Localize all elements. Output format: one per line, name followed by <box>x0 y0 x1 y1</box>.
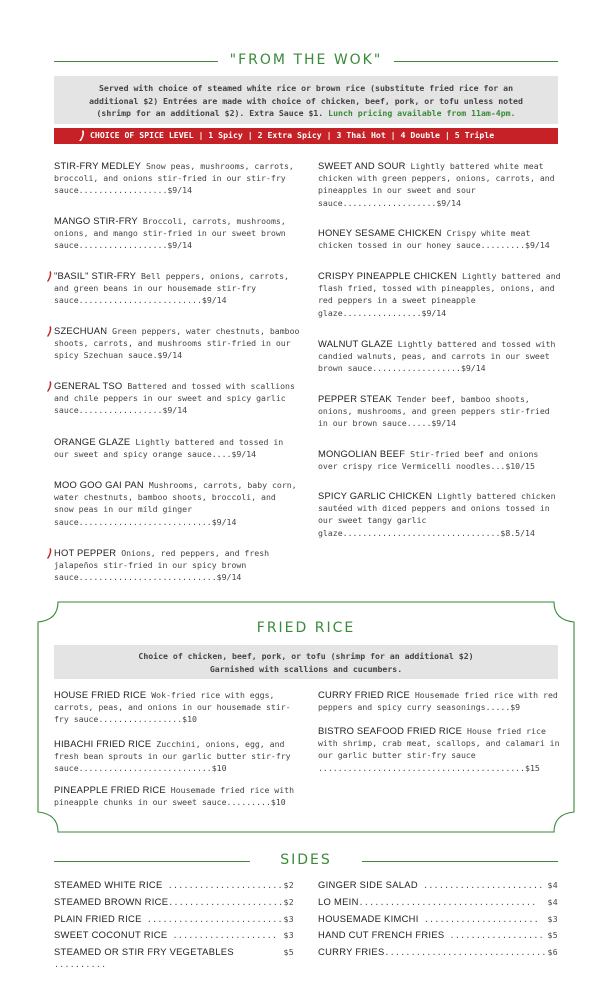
fried-rice-note <box>54 645 558 679</box>
menu-item <box>54 479 300 528</box>
chile-pepper-icon <box>46 326 52 337</box>
side-item-name: HAND CUT FRENCH FRIES <box>318 929 445 941</box>
side-item <box>318 946 558 958</box>
menu-item-price: $9/14 <box>201 295 227 306</box>
menu-item <box>318 448 562 472</box>
fried-rice-title: FRIED RICE <box>256 620 356 636</box>
chile-pepper-icon <box>46 271 52 282</box>
menu-item-price: $9/14 <box>460 363 486 374</box>
menu-item-description: Tender beef, bamboo shoots, onions, mushrooms, and green peppers stir-fried in our brown sauce..... <box>318 394 550 429</box>
fried-rice-note-line2: Garnished with scallions and cucumbers. <box>209 663 403 674</box>
side-item <box>54 879 294 891</box>
menu-item-name: STIR-FRY MEDLEY <box>54 160 142 171</box>
side-item-price: $5 <box>547 930 558 941</box>
menu-item-price: $9/14 <box>231 449 257 460</box>
menu-item <box>54 738 300 775</box>
side-item-name: PLAIN FRIED RICE <box>54 912 142 924</box>
menu-item-price: $10/15 <box>505 461 535 472</box>
spice-level-bar <box>54 128 558 144</box>
side-item-name: SWEET COCONUT RICE <box>54 929 168 941</box>
menu-item-price: $8.5/14 <box>500 527 535 538</box>
menu-item-price: $9/14 <box>157 350 183 361</box>
side-item <box>318 879 558 891</box>
menu-item-name: HOUSE FRIED RICE <box>54 689 147 700</box>
menu-item <box>318 160 562 209</box>
menu-item-price: $9/14 <box>167 240 193 251</box>
side-item <box>54 929 294 941</box>
side-item-name: LO MEIN <box>318 895 359 907</box>
menu-item-description: Zucchini, onions, egg, and fresh bean sprouts in our garlic butter stir-fry sauce........................... <box>54 739 291 774</box>
menu-item-price: $15 <box>525 762 540 773</box>
menu-item-price: $10 <box>182 714 197 725</box>
side-item-leader-dots: ...................... <box>168 896 284 907</box>
menu-item-name: "BASIL" STIR-FRY <box>54 270 137 281</box>
menu-item-description: Lightly battered and tossed with candied walnuts, peas, and carrots in our sweet brown sauce.................. <box>318 339 556 374</box>
side-item-leader-dots: .................. <box>444 930 544 941</box>
side-item-name: STEAMED OR STIR FRY VEGETABLES <box>54 946 234 958</box>
menu-item-name: WALNUT GLAZE <box>318 338 393 349</box>
menu-item-price: $9/14 <box>436 197 461 208</box>
side-item-price: $3 <box>283 913 294 924</box>
menu-item-price: $9/14 <box>525 240 550 251</box>
menu-item <box>54 380 300 417</box>
menu-item-name: HONEY SESAME CHICKEN <box>318 227 442 238</box>
side-item-price: $2 <box>283 880 294 890</box>
menu-item-price: $9/14 <box>216 572 242 583</box>
menu-item-price: $9/14 <box>167 185 193 196</box>
side-item-price: $5 <box>283 947 294 958</box>
side-item <box>318 896 558 908</box>
side-item-leader-dots: .......................... <box>141 913 283 924</box>
wok-title-rule-right <box>394 61 558 62</box>
menu-item-name: SZECHUAN <box>54 325 108 336</box>
menu-item-price: $9/14 <box>421 307 447 318</box>
menu-item-description: Battered and tossed with scallions and chile peppers in our sweet and spicy garlic sauce................. <box>54 381 295 416</box>
menu-item-name: CRISPY PINEAPPLE CHICKEN <box>318 270 458 281</box>
side-item <box>54 913 294 925</box>
menu-item-description: Lightly battered white meat chicken with green peppers, onions, carrots, and pineapples in our sweet and sour sauce................... <box>318 161 555 208</box>
menu-item-name: PINEAPPLE FRIED RICE <box>54 784 166 795</box>
menu-item <box>318 227 562 251</box>
menu-item-price: $9 <box>510 702 521 713</box>
side-item-price: $4 <box>547 880 558 890</box>
menu-item-price: $9/14 <box>431 418 457 429</box>
side-item-leader-dots: .................................. <box>358 896 537 907</box>
side-item <box>54 946 294 970</box>
menu-item-description: Lightly battered and tossed in our sweet and spicy orange sauce.... <box>54 437 284 460</box>
menu-item-name: HOT PEPPER <box>54 547 117 558</box>
fried-rice-note-line1: Choice of chicken, beef, pork, or tofu (shrimp for an additional $2) <box>138 651 474 661</box>
menu-item-price: $10 <box>270 797 286 808</box>
menu-item <box>54 325 300 362</box>
menu-item <box>54 689 300 726</box>
side-item-price: $6 <box>547 947 558 958</box>
side-item-price: $4 <box>547 896 558 907</box>
chile-pepper-icon <box>46 548 52 559</box>
menu-item <box>54 436 300 460</box>
menu-item <box>318 393 562 430</box>
menu-item <box>318 725 562 774</box>
menu-item-name: SPICY GARLIC CHICKEN <box>318 490 433 501</box>
side-item-name: GINGER SIDE SALAD <box>318 879 418 890</box>
menu-item <box>54 784 300 808</box>
sides-title-rule-left <box>54 861 250 862</box>
menu-item-name: SWEET AND SOUR <box>318 160 406 171</box>
menu-item-description: Housemade fried rice with pineapple chunks in our sweet sauce......... <box>54 785 295 808</box>
menu-item-description: Crispy white meat chicken tossed in our honey sauce......... <box>318 228 531 251</box>
wok-title-rule-left <box>54 61 218 62</box>
menu-item-description: Lightly battered chicken sautéed with diced peppers and onions tossed in our sweet tangy garlic glaze................................ <box>318 491 556 538</box>
menu-item-description: Green peppers, water chestnuts, bamboo shoots, carrots, and mushrooms stir-fried in our spicy Szechuan sauce. <box>54 326 300 361</box>
menu-item-name: MOO GOO GAI PAN <box>54 479 144 490</box>
wok-info-note <box>54 76 558 124</box>
menu-item <box>54 160 300 197</box>
menu-item <box>318 490 562 539</box>
menu-item-name: HIBACHI FRIED RICE <box>54 738 152 749</box>
side-item-name: HOUSEMADE KIMCHI <box>318 912 419 924</box>
side-item <box>318 913 558 925</box>
menu-item-description: Stir-fried beef and onions over crispy rice Vermicelli noodles... <box>318 449 539 472</box>
menu-item-name: BISTRO SEAFOOD FRIED RICE <box>318 725 463 736</box>
side-item-name: STEAMED WHITE RICE <box>54 879 163 890</box>
menu-item-name: GENERAL TSO <box>54 380 123 391</box>
side-item <box>54 896 294 908</box>
lunch-pricing-note: Lunch pricing available from 11am-4pm. <box>328 108 516 118</box>
side-item-name: CURRY FRIES <box>318 946 385 958</box>
menu-item <box>54 547 300 584</box>
sides-title: SIDES <box>280 852 332 868</box>
menu-item-description: House fried rice with shrimp, crab meat, scallops, and calamari in our garlic butter stir-fry sauce .......................................... <box>318 726 560 773</box>
menu-item-description: Snow peas, mushrooms, carrots, broccoli, and onions stir-fried in our stir-fry sauce.................. <box>54 161 294 196</box>
wok-note-text: Served with choice of steamed white rice or brown rice (substitute fried rice for an additional $2) Entrées are made with choice of chicken, beef, pork, or tofu unless noted (shrimp for an additional $2). Extra Sauce $1. <box>89 83 523 118</box>
side-item-leader-dots: ...................... <box>418 913 539 924</box>
menu-item-name: MANGO STIR-FRY <box>54 215 138 226</box>
menu-item-name: CURRY FRIED RICE <box>318 689 410 700</box>
sides-title-rule-right <box>362 861 558 862</box>
menu-item <box>54 215 300 252</box>
spice-level-text: CHOICE OF SPICE LEVEL | 1 Spicy | 2 Extra Spicy | 3 Thai Hot | 4 Double | 5 Triple <box>90 130 495 140</box>
side-item-price: $2 <box>283 896 294 907</box>
menu-item-price: $9/14 <box>211 516 237 527</box>
menu-item-name: PEPPER STEAK <box>318 393 392 404</box>
menu-item-description: Broccoli, carrots, mushrooms, onions, and mango stir-fried in our sweet brown sauce.................. <box>54 216 286 251</box>
side-item-leader-dots: ....................... <box>417 880 544 890</box>
menu-item-name: MONGOLIAN BEEF <box>318 448 406 459</box>
wok-section-title: "FROM THE WOK" <box>229 52 383 68</box>
menu-item-name: ORANGE GLAZE <box>54 436 131 447</box>
side-item-leader-dots: .......... <box>54 959 107 970</box>
menu-item-price: $10 <box>211 763 227 774</box>
side-item-price: $3 <box>547 913 558 924</box>
side-item-price: $3 <box>283 930 294 941</box>
side-item-leader-dots: ............................... <box>384 947 547 958</box>
menu-item-description: Bell peppers, onions, carrots, and green beans in our housemade stir-fry sauce......................... <box>54 271 289 306</box>
chile-pepper-icon <box>46 381 52 392</box>
menu-item-price: $9/14 <box>162 405 188 416</box>
menu-item <box>318 338 562 375</box>
menu-item-description: Onions, red peppers, and fresh jalapeños stir-fried in our spicy brown sauce............................ <box>54 548 270 583</box>
side-item-leader-dots: ...................... <box>162 880 283 890</box>
menu-item <box>318 270 562 319</box>
menu-item <box>54 270 300 307</box>
menu-item-description: Lightly battered and flash fried, tossed with pineapples, onions, and red peppers in a sweet pineapple glaze................ <box>318 271 561 318</box>
menu-item <box>318 689 562 713</box>
side-item-leader-dots: .................... <box>167 930 278 941</box>
spice-bar-pepper-icon <box>78 130 85 142</box>
side-item-name: STEAMED BROWN RICE <box>54 895 169 907</box>
menu-item-description: Housemade fried rice with red peppers and spicy curry seasonings..... <box>318 690 558 713</box>
menu-item-description: Wok-fried rice with eggs, carrots, peas, and onions in our housemade stir-fry sauce................. <box>54 690 291 725</box>
menu-item-description: Mushrooms, carrots, baby corn, water chestnuts, bamboo shoots, broccoli, and snow peas in our mild ginger sauce........................... <box>54 480 297 527</box>
side-item <box>318 929 558 941</box>
